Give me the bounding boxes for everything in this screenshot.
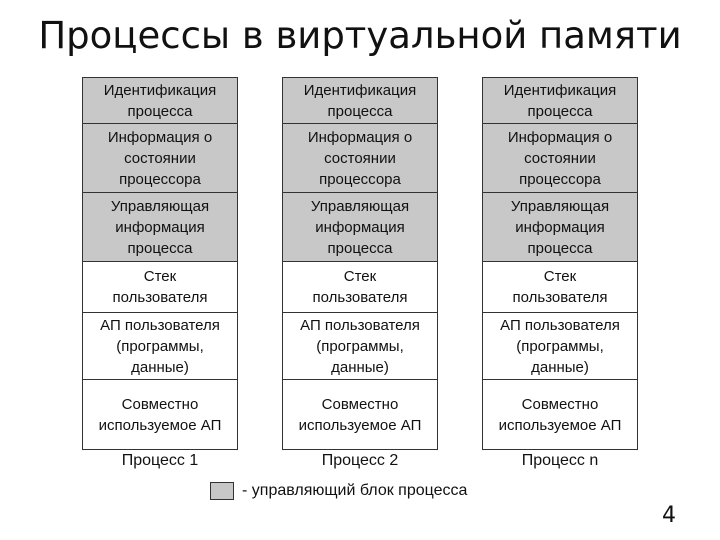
slide-title: Процессы в виртуальной памяти — [38, 14, 682, 57]
control-block-cell: Идентификация процесса — [83, 78, 237, 124]
process-column — [482, 77, 638, 450]
legend-swatch — [210, 482, 234, 500]
page-number: 4 — [662, 503, 676, 528]
legend — [210, 481, 467, 501]
memory-region-cell: АП пользователя (программы, данные) — [283, 313, 437, 380]
process-memory-stack — [482, 77, 638, 450]
memory-region-cell: Стек пользователя — [83, 262, 237, 313]
process-column — [82, 77, 238, 450]
memory-region-cell: Совместно используемое АП — [483, 380, 637, 449]
control-block-cell: Информация о состоянии процессора — [283, 124, 437, 193]
process-column — [282, 77, 438, 450]
memory-region-cell: Стек пользователя — [483, 262, 637, 313]
memory-region-cell: Совместно используемое АП — [283, 380, 437, 449]
process-caption: Процесс 2 — [321, 452, 399, 469]
memory-region-cell: Совместно используемое АП — [83, 380, 237, 449]
memory-region-cell: Стек пользователя — [283, 262, 437, 313]
control-block-cell: Информация о состоянии процессора — [483, 124, 637, 193]
control-block-cell: Управляющая информация процесса — [83, 193, 237, 262]
process-memory-stack — [82, 77, 238, 450]
control-block-cell: Идентификация процесса — [483, 78, 637, 124]
control-block-cell: Информация о состоянии процессора — [83, 124, 237, 193]
process-caption: Процесс n — [521, 452, 599, 469]
process-memory-stack — [282, 77, 438, 450]
memory-region-cell: АП пользователя (программы, данные) — [483, 313, 637, 380]
control-block-cell: Управляющая информация процесса — [283, 193, 437, 262]
legend-text: - управляющий блок процесса — [242, 482, 468, 499]
control-block-cell: Управляющая информация процесса — [483, 193, 637, 262]
memory-region-cell: АП пользователя (программы, данные) — [83, 313, 237, 380]
control-block-cell: Идентификация процесса — [283, 78, 437, 124]
process-caption: Процесс 1 — [121, 452, 199, 469]
